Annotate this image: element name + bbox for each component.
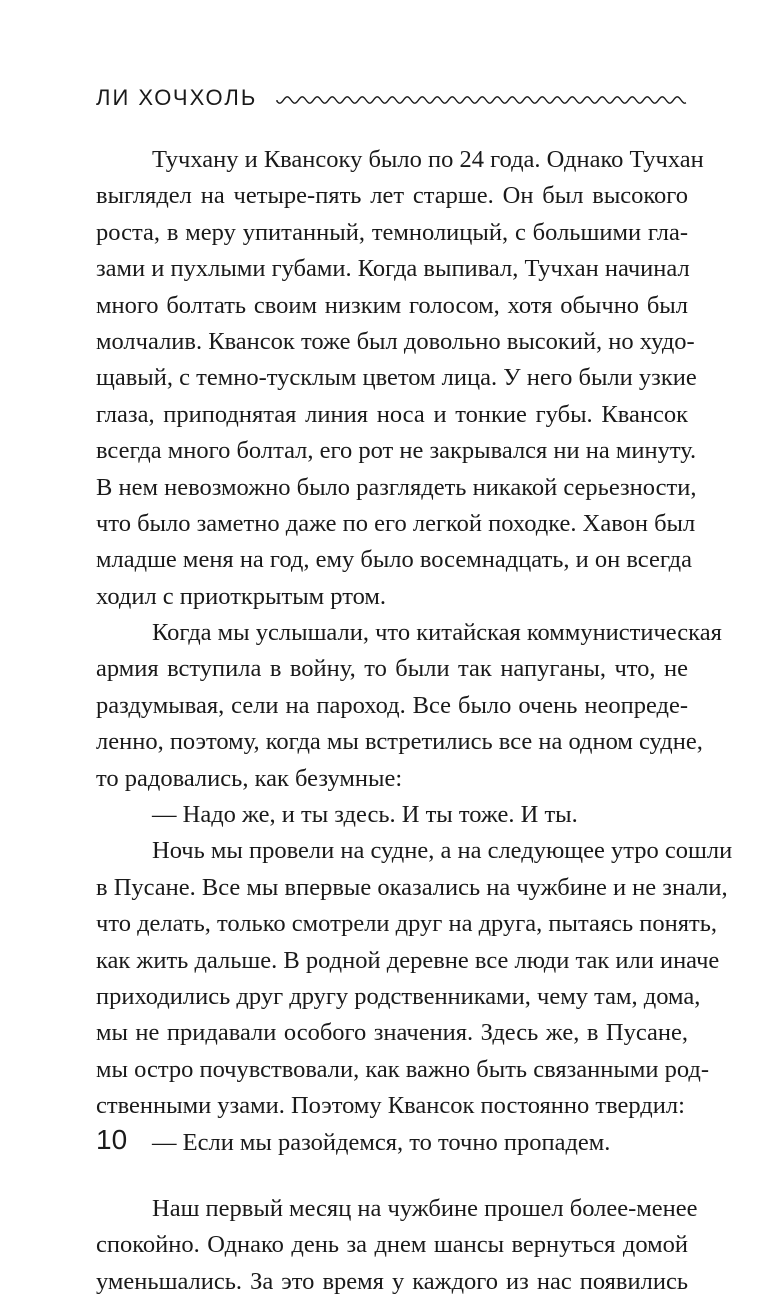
dialogue-line: — Если мы разойдемся, то точно пропадем. <box>152 1128 611 1156</box>
text-line: что делать, только смотрели друг на друга, пытаясь понять, <box>96 910 718 938</box>
running-header <box>96 78 688 118</box>
body-text <box>96 142 733 1300</box>
text-line: что было заметно даже по его легкой походке. Хавон был <box>96 509 696 537</box>
text-line: ленно, поэтому, когда мы встретились все на одном судне, <box>96 728 703 756</box>
text-line: Ночь мы провели на судне, а на следующее утро сошли <box>152 837 733 865</box>
text-line: в Пусане. Все мы впервые оказались на чужбине и не знали, <box>96 873 728 901</box>
text-line: молчалив. Квансок тоже был довольно высокий, но худо- <box>96 327 695 355</box>
text-line: много болтать своим низким голосом, хотя обычно был <box>96 291 688 319</box>
text-line: то радовались, как безумные: <box>96 764 403 792</box>
text-line: мы не придавали особого значения. Здесь же, в Пусане, <box>96 1019 688 1047</box>
author-name: ЛИ ХОЧХОЛЬ <box>96 85 258 110</box>
text-line: ственными узами. Поэтому Квансок постоянно твердил: <box>96 1092 685 1120</box>
text-line: роста, в меру упитанный, темнолицый, с большими гла- <box>96 218 688 246</box>
text-line: Тучхану и Квансоку было по 24 года. Однако Тучхан <box>152 146 704 173</box>
text-line: приходились друг другу родственниками, чему там, дома, <box>96 982 701 1010</box>
text-line: щавый, с темно-тусклым цветом лица. У него были узкие <box>96 364 697 392</box>
text-line: выглядел на четыре-пять лет старше. Он был высокого <box>96 182 688 210</box>
text-line: раздумывая, сели на пароход. Все было очень неопреде- <box>96 691 688 719</box>
page-number: 10 <box>96 1124 128 1155</box>
section-break <box>96 1161 688 1191</box>
wavy-rule <box>276 92 688 108</box>
text-line: младше меня на год, ему было восемнадцать, и он всегда <box>96 546 693 574</box>
text-line: армия вступила в войну, то были так напуганы, что, не <box>96 655 688 683</box>
text-line: В нем невозможно было разглядеть никакой серьезности, <box>96 473 697 501</box>
text-line: уменьшались. За это время у каждого из нас появились <box>96 1267 688 1295</box>
text-line: всегда много болтал, его рот не закрывался ни на минуту. <box>96 437 697 465</box>
text-line: Наш первый месяц на чужбине прошел более-менее <box>152 1194 698 1222</box>
text-line: ходил с приоткрытым ртом. <box>96 582 387 610</box>
text-line: глаза, приподнятая линия носа и тонкие губы. Квансок <box>96 400 688 428</box>
text-line: Когда мы услышали, что китайская коммунистическая <box>152 619 722 647</box>
dialogue-line: — Надо же, и ты здесь. И ты тоже. И ты. <box>152 801 578 829</box>
text-line: как жить дальше. В родной деревне все люди так или иначе <box>96 946 720 974</box>
text-line: мы остро почувствовали, как важно быть связанными род- <box>96 1055 710 1083</box>
text-line: зами и пухлыми губами. Когда выпивал, Тучхан начинал <box>96 255 690 283</box>
text-line: спокойно. Однако день за днем шансы вернуться домой <box>96 1231 688 1259</box>
